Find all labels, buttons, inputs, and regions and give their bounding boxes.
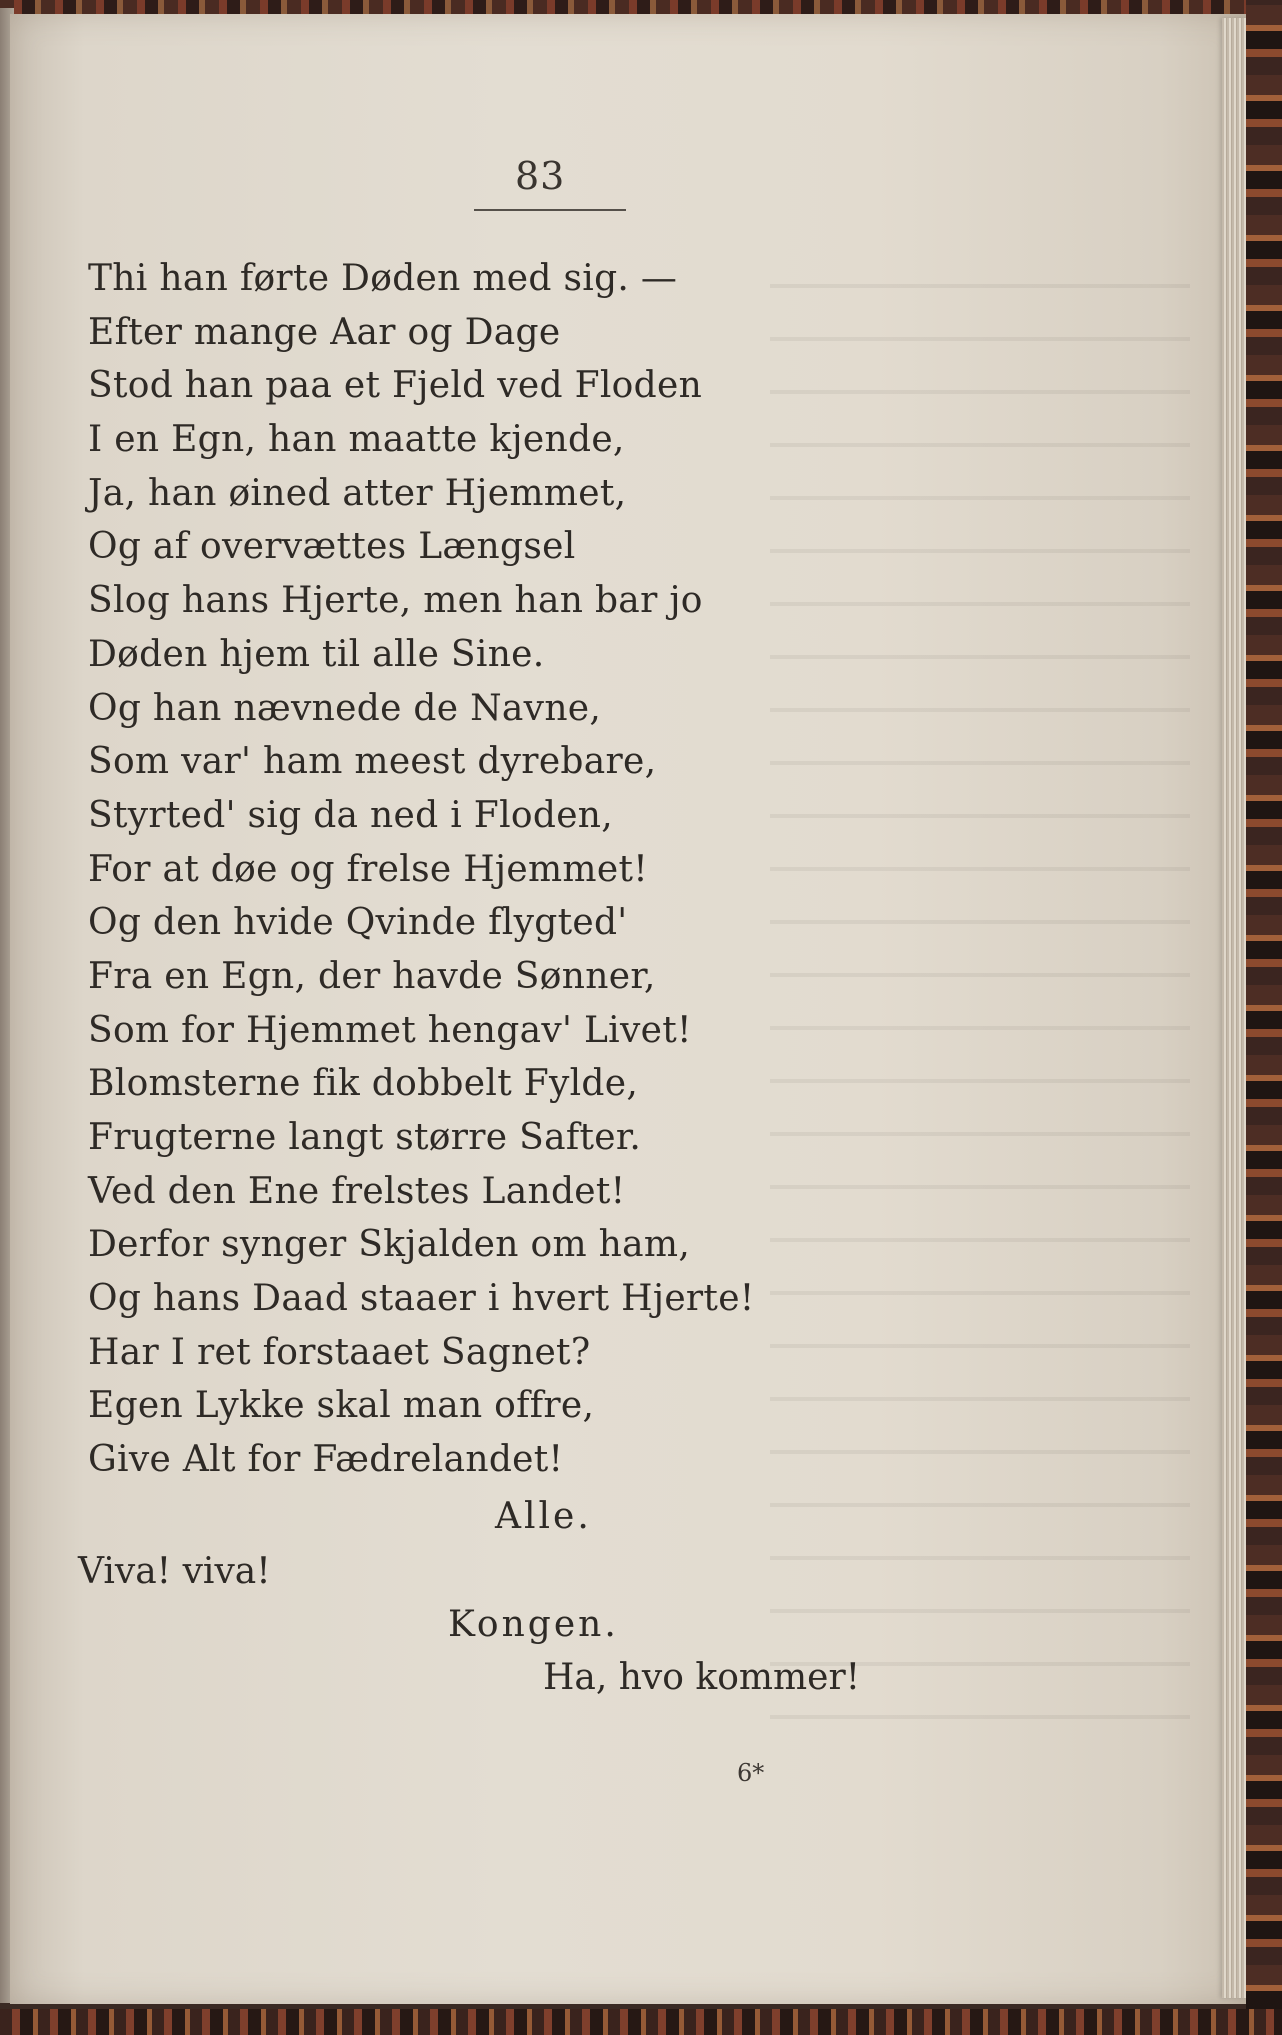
verse-line: Og han nævnede de Navne,: [88, 687, 602, 729]
line-king: Ha, hvo kommer!: [543, 1657, 861, 1698]
verse-line: Ved den Ene frelstes Landet!: [88, 1170, 626, 1212]
verse-line: Derfor synger Skjalden om ham,: [88, 1224, 691, 1266]
verse-line: Styrted' sig da ned i Floden,: [88, 794, 614, 836]
show-through-text: [770, 254, 1190, 1754]
verse-line: Fra en Egn, der havde Sønner,: [88, 955, 656, 997]
verse-line: Efter mange Aar og Dage: [88, 311, 561, 353]
verse-line: Thi han førte Døden med sig. —: [88, 258, 678, 299]
line-all: Viva! viva!: [78, 1551, 271, 1592]
verse-line: Egen Lykke skal man offre,: [88, 1385, 595, 1427]
verse-line: Slog hans Hjerte, men han bar jo: [88, 580, 703, 622]
verse-line: Frugterne langt større Safter.: [88, 1117, 642, 1158]
speaker-all: Alle.: [495, 1496, 592, 1537]
book-board-right: [1246, 0, 1282, 2035]
book-page: [10, 14, 1246, 2004]
verse-line: Ja, han øined atter Hjemmet,: [88, 472, 627, 514]
verse-line: Blomsterne fik dobbelt Fylde,: [88, 1063, 639, 1105]
verse-line: Har I ret forstaaet Sagnet?: [88, 1331, 591, 1373]
verse-line: Som for Hjemmet hengav' Livet!: [88, 1009, 692, 1051]
verse-line: Stod han paa et Fjeld ved Floden: [88, 365, 703, 407]
page-number: 83: [515, 154, 566, 198]
verse-line: Døden hjem til alle Sine.: [88, 633, 545, 675]
verse-line: Og af overvættes Længsel: [88, 526, 576, 568]
page-edge-stack: [1222, 18, 1246, 1998]
verse-line: Som var' ham meest dyrebare,: [88, 741, 657, 783]
verse-line: Give Alt for Fædrelandet!: [88, 1439, 564, 1481]
verse-block: [88, 252, 755, 1487]
signature-mark: 6*: [737, 1759, 765, 1787]
verse-line: I en Egn, han maatte kjende,: [88, 419, 625, 461]
verse-line: For at døe og frelse Hjemmet!: [88, 848, 648, 890]
header-rule: [474, 209, 626, 211]
speaker-king: Kongen.: [448, 1604, 619, 1645]
verse-line: Og den hvide Qvinde flygted': [88, 902, 628, 944]
book-board-bottom: [0, 2009, 1282, 2035]
verse-line: Og hans Daad staaer i hvert Hjerte!: [88, 1278, 755, 1320]
